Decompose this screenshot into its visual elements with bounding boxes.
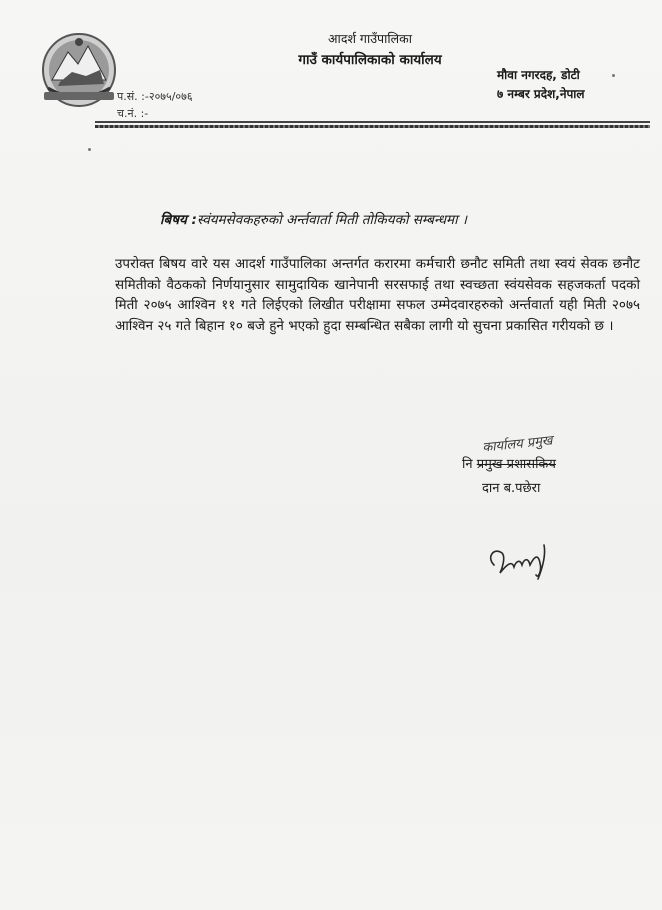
speck	[88, 148, 91, 151]
header-divider	[95, 121, 650, 123]
municipality-name: आदर्श गाउँपालिका	[328, 31, 412, 46]
struck-title: प्रमुख प्रशासकिय	[476, 457, 556, 472]
title-prefix: नि	[462, 457, 473, 472]
handwritten-signature-icon	[480, 535, 560, 585]
address-line-2: ७ नम्बर प्रदेश,नेपाल	[497, 87, 585, 101]
signatory-title	[462, 454, 556, 472]
dispatch-number: च.नं. :-	[117, 107, 149, 120]
subject-text: स्वंयमसेवकहरुको अर्न्तवार्ता मिती तोकियको सम्बन्धमा ।	[196, 212, 467, 228]
subject-label: बिषय :	[160, 212, 197, 228]
office-address	[497, 66, 657, 104]
notice-body: उपरोक्त बिषय वारे यस आदर्श गाउँपालिका अन्तर्गत करारमा कर्मचारी छनौट समिती तथा स्वयं सेवक छनौट समितीको वैठकको निर्णयानुसार सामुदायिक खानेपानी सरसफाई तथा स्वच्छता स्वंयसेवक सहजकर्ता पदको मिती २०७५ आश्विन ११ गते लिईएको लिखीत परीक्षामा सफल उम्मेदवारहरुको अर्न्तवार्ता यही मिती २०७५ आश्विन २५ गते बिहान १० बजे हुने भएको हुदा सम्बन्धित सबैका लागी यो सुचना प्रकासित गरीयको छ ।	[115, 256, 640, 334]
speck	[612, 74, 615, 77]
address-line-1: मौवा नगरदह, डोटी	[497, 68, 580, 82]
nepal-emblem-icon	[38, 30, 120, 110]
office-name: गाउँ कार्यपालिकाको कार्यालय	[298, 52, 442, 68]
reference-numbers	[117, 88, 193, 122]
letter-number: प.सं. :-२०७५/०७६	[117, 90, 193, 103]
handwritten-title: कार्यालय प्रमुख	[481, 433, 554, 456]
subject-line	[160, 210, 620, 228]
header-divider-double	[95, 125, 650, 128]
signatory-name: दान ब.पछेरा	[482, 481, 541, 496]
office-header	[250, 30, 490, 68]
